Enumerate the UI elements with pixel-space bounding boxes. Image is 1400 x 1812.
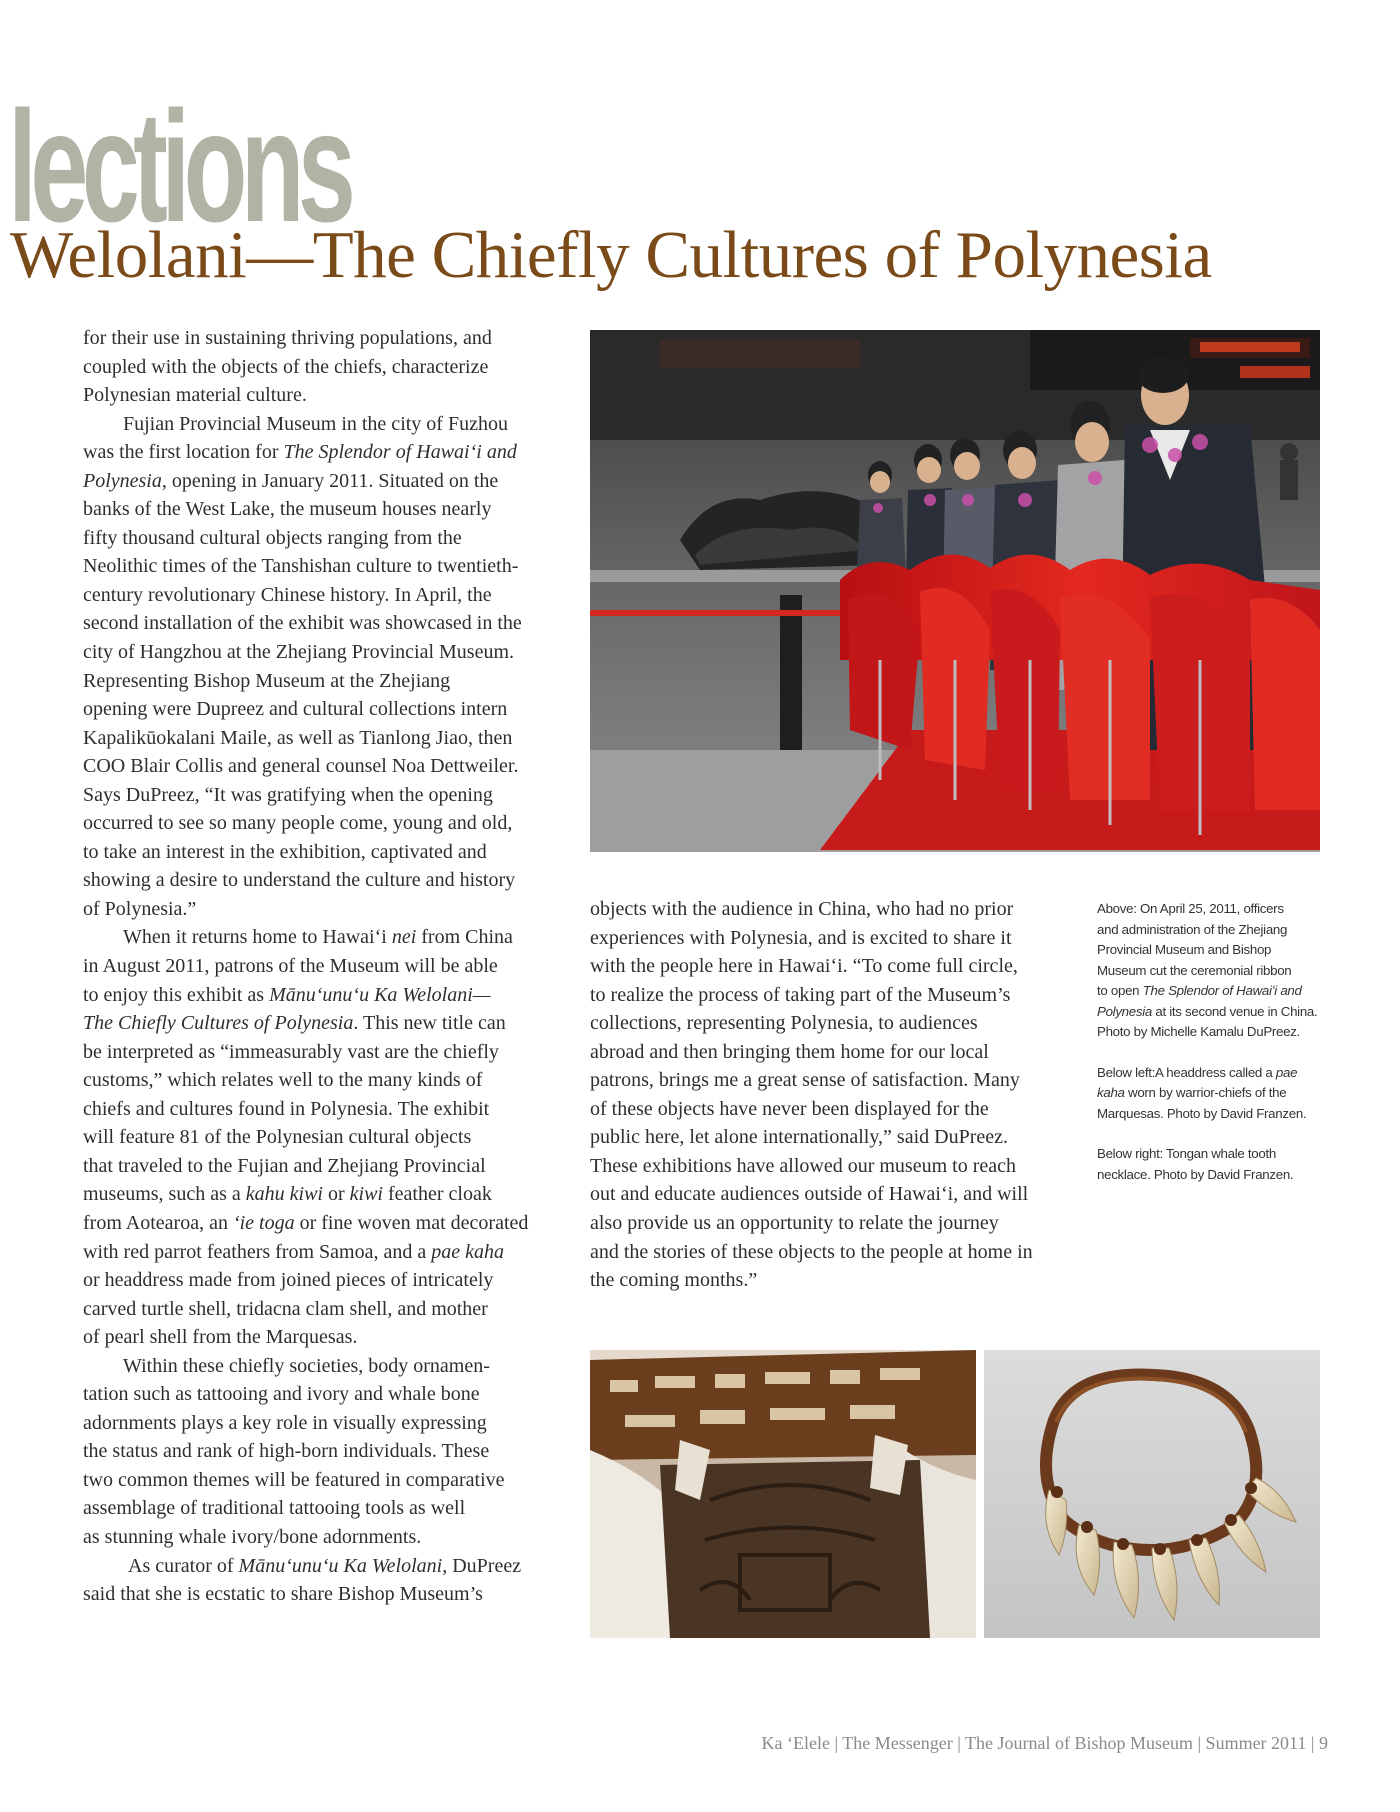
paragraph: Fujian Provincial Museum in the city of Fuzhou was the first location for The Splendor of Hawaiʻi and Polynesia, opening in January 2011. Situated on the banks of the West Lake, the museum houses nearly fifty thousand cultural objects ranging from the Neolithic times of the Tanshishan culture to twentieth- century revolutionary Chinese history. In April, the second installation of the exhibit was showcased in the city of Hangzhou at the Zhejiang Provincial Museum. Representing Bishop Museum at the Zhejiang opening were Dupreez and cultural collections intern Kapalikūokalani Maile, as well as Tianlong Jiao, then COO Blair Collis and general counsel Noa Dettweiler. Says DuPreez, “It was gratifying when the opening occurred to see so many people come, young and old, to take an interest in the exhibition, captivated and showing a desire to understand the culture and history of Polynesia.” (83, 412, 522, 920)
section-word: lections (8, 79, 350, 255)
paragraph: As curator of Mānuʻunuʻu Ka Welolani, DuPreez said that she is ecstatic to share Bishop Museum’s (83, 1554, 522, 1606)
whale-tooth-necklace-photo (984, 1350, 1320, 1638)
paragraph: objects with the audience in China, who had no prior experiences with Polynesia, and is excited to share it with the people here in Hawaiʻi. “To come full circle, to realize the process of taking part of the Museum’s collections, representing Polynesia, to audiences abroad and then bringing them home for our local patrons, brings me a great sense of satisfaction. Many of these objects have never been displayed for the public here, let alone internationally,” said DuPreez. These exhibitions have allowed our museum to reach out and educate audiences outside of Hawaiʻi, and will also provide us an opportunity to relate the journey and the stories of these objects to the people at home in the coming months.” (590, 898, 1033, 1292)
article-headline: Welolani—The Chiefly Cultures of Polynesia (10, 218, 1212, 292)
ribbon-cutting-photo (590, 330, 1320, 852)
paragraph: Within these chiefly societies, body ornamen- tation such as tattooing and ivory and whale bone adornments plays a key role in visually expressing the status and rank of high-born individuals. These two common themes will be featured in comparative assemblage of traditional tattooing tools as well as stunning whale ivory/bone adornments. (83, 1354, 505, 1548)
photo-captions (1097, 899, 1325, 1205)
page-footer: Ka ʻElele | The Messenger | The Journal of Bishop Museum | Summer 2011 | 9 (761, 1733, 1328, 1753)
caption-below-right: Below right: Tongan whale tooth necklace. Photo by David Franzen. (1097, 1146, 1294, 1182)
paragraph: When it returns home to Hawaiʻi nei from China in August 2011, patrons of the Museum will be able to enjoy this exhibit as Mānuʻunuʻu Ka Welolani— The Chiefly Cultures of Polynesia. This new title can be interpreted as “immeasurably vast are the chiefly customs,” which relates well to the many kinds of chiefs and cultures found in Polynesia. The exhibit will feature 81 of the Polynesian cultural objects that traveled to the Fujian and Zhejiang Provincial museums, such as a kahu kiwi or kiwi feather cloak from Aotearoa, an ʻie toga or fine woven mat decorated with red parrot feathers from Samoa, and a pae kaha or headdress made from joined pieces of intricately carved turtle shell, tridacna clam shell, and mother of pearl shell from the Marquesas. (83, 926, 529, 1349)
body-column-left (83, 324, 563, 1609)
paragraph: for their use in sustaining thriving populations, and coupled with the objects of the chiefs, characterize Polynesian material culture. (83, 327, 492, 407)
headdress-photo (590, 1350, 976, 1638)
caption-below-left: Below left:A headdress called a pae kaha worn by warrior-chiefs of the Marquesas. Photo by David Franzen. (1097, 1064, 1307, 1121)
caption-above: Above: On April 25, 2011, officers and administration of the Zhejiang Provincial Museum and Bishop Museum cut the ceremonial ribbon to open The Splendor of Hawaiʻi and Polynesia at its second venue in China. Photo by Michelle Kamalu DuPreez. (1097, 901, 1318, 1039)
body-column-middle (590, 895, 1070, 1295)
